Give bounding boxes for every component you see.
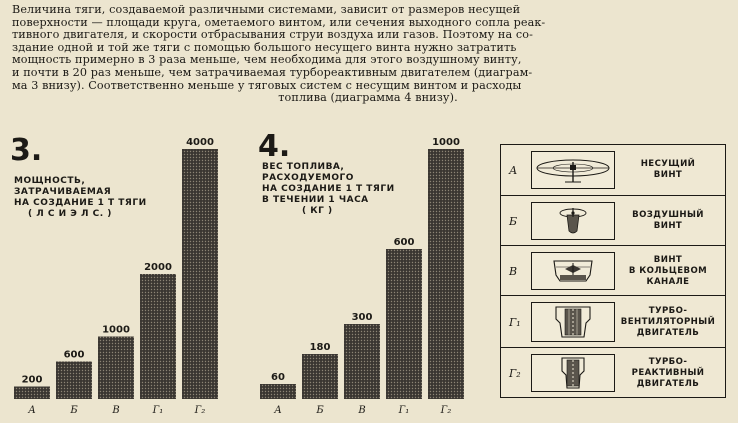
paragraph-line: поверхности — площади круга, ометаемого винтом, или сечения выходного сопла реак- bbox=[12, 15, 546, 29]
legend-label bbox=[615, 348, 721, 398]
paragraph-line: топлива (диаграмма 4 внизу). bbox=[278, 91, 458, 105]
chart-4-bar bbox=[302, 354, 338, 399]
chart-3-number: 3. bbox=[10, 133, 43, 168]
legend-row-v bbox=[501, 245, 725, 296]
legend-label bbox=[615, 296, 721, 348]
chart-4-title-line: В ТЕЧЕНИИ 1 ЧАСА bbox=[262, 195, 369, 205]
chart-3-category-label: Г₂ bbox=[194, 405, 206, 416]
chart-3-bar bbox=[98, 337, 134, 400]
legend-label-line: В КОЛЬЦЕВОМ bbox=[628, 265, 708, 276]
legend-label-line: РЕАКТИВНЫЙ bbox=[631, 367, 705, 378]
chart-4-category-label: В bbox=[358, 405, 366, 416]
paragraph-line: здание одной и той же тяги с помощью большого несущего винта нужно затратить bbox=[12, 40, 517, 54]
legend-row-b bbox=[501, 195, 725, 246]
chart-3-value-label: 600 bbox=[63, 349, 85, 361]
ducted-fan-icon bbox=[531, 252, 615, 290]
legend-letter: Б bbox=[509, 214, 518, 228]
chart-3-title-line: НА СОЗДАНИЕ 1 Т ТЯГИ bbox=[14, 198, 147, 208]
chart-4-value-label: 180 bbox=[309, 342, 331, 353]
chart-3-value-label: 200 bbox=[21, 374, 43, 386]
chart-4-bar bbox=[386, 249, 422, 399]
legend-row-g1 bbox=[501, 295, 725, 348]
chart-4-title-line: НА СОЗДАНИЕ 1 Т ТЯГИ bbox=[262, 184, 395, 194]
paragraph-line: тивного двигателя, и скорости отбрасывания струи воздуха или газов. Поэтому на со- bbox=[12, 28, 533, 42]
legend-label bbox=[615, 196, 721, 246]
chart-4-title-line: ВЕС ТОПЛИВА, bbox=[262, 162, 345, 172]
paragraph-line: и почти в 20 раз меньше, чем затрачиваемая турбореактивным двигателем (диаграм- bbox=[12, 65, 533, 79]
legend-label-line: ТУРБО- bbox=[648, 305, 688, 316]
chart-4-value-label: 300 bbox=[351, 312, 373, 323]
chart-3-title-line: ( Л С И Э Л С. ) bbox=[28, 209, 112, 219]
chart-4-bar bbox=[428, 149, 464, 399]
legend-label-line: ВИНТ bbox=[653, 254, 683, 265]
chart-4-title-line: РАСХОДУЕМОГО bbox=[262, 173, 354, 183]
chart-4-category-label: Г₂ bbox=[440, 405, 452, 416]
legend-label-line: ВИНТ bbox=[653, 170, 683, 180]
chart-3-value-label: 1000 bbox=[102, 324, 130, 336]
legend-row-a bbox=[501, 145, 725, 195]
legend-label-line: ТУРБО- bbox=[648, 356, 688, 367]
legend-label-line: ДВИГАТЕЛЬ bbox=[636, 378, 700, 389]
chart-3-bar bbox=[140, 274, 176, 399]
legend-label-line: ВОЗДУШНЫЙ bbox=[632, 210, 704, 220]
legend-label-line: ДВИГАТЕЛЬ bbox=[636, 327, 700, 338]
chart-3-bar bbox=[182, 149, 218, 399]
chart-4-category-label: Г₁ bbox=[398, 405, 410, 416]
chart-4-title-line: ( КГ ) bbox=[302, 206, 333, 216]
chart-3-value-label: 2000 bbox=[144, 262, 172, 273]
chart-4-category-label: Б bbox=[316, 405, 324, 416]
paragraph-line: Величина тяги, создаваемой различными системами, зависит от размеров несущей bbox=[12, 3, 521, 16]
legend-table bbox=[500, 144, 726, 398]
legend-row-g2 bbox=[501, 347, 725, 398]
legend-label-line: НЕСУЩИЙ bbox=[640, 159, 696, 169]
legend-label bbox=[615, 145, 721, 195]
legend-label-line: ВЕНТИЛЯТОРНЫЙ bbox=[620, 316, 716, 327]
chart-3-category-label: В bbox=[112, 405, 120, 416]
turbofan-icon bbox=[531, 302, 615, 342]
chart-4-bar bbox=[260, 384, 296, 399]
legend-label-line: ВИНТ bbox=[653, 221, 683, 231]
rotor-icon bbox=[531, 151, 615, 189]
chart-3-category-label: А bbox=[28, 405, 36, 416]
turbojet-icon bbox=[531, 354, 615, 392]
legend-label-line: КАНАЛЕ bbox=[646, 276, 690, 287]
propeller-icon bbox=[531, 202, 615, 240]
chart-4-number: 4. bbox=[258, 129, 291, 164]
chart-4-category-label: А bbox=[274, 405, 282, 416]
chart-4-value-label: 1000 bbox=[432, 137, 460, 148]
chart-3-title-line: ЗАТРАЧИВАЕМАЯ bbox=[14, 187, 112, 197]
legend-letter: Г₁ bbox=[509, 315, 521, 329]
chart-3-category-label: Б bbox=[70, 405, 78, 416]
legend-label bbox=[615, 246, 721, 296]
chart-3-value-label: 4000 bbox=[186, 137, 214, 148]
chart-3-category-label: Г₁ bbox=[152, 405, 164, 416]
chart-3-bar bbox=[14, 387, 50, 400]
chart-4-value-label: 60 bbox=[271, 372, 285, 383]
chart-4-bar bbox=[344, 324, 380, 399]
chart-4-value-label: 600 bbox=[393, 237, 415, 248]
paragraph-line: мощность примерно в 3 раза меньше, чем необходима для этого воздушному винту, bbox=[12, 53, 522, 67]
legend-letter: А bbox=[509, 163, 518, 177]
paragraph-line: ма 3 внизу). Соответственно меньше у тяговых систем с несущим винтом и расходы bbox=[12, 78, 522, 92]
chart-3-bar bbox=[56, 362, 92, 400]
legend-letter: Г₂ bbox=[509, 366, 521, 380]
chart-3-title-line: МОЩНОСТЬ, bbox=[14, 176, 86, 186]
legend-letter: В bbox=[509, 264, 518, 278]
